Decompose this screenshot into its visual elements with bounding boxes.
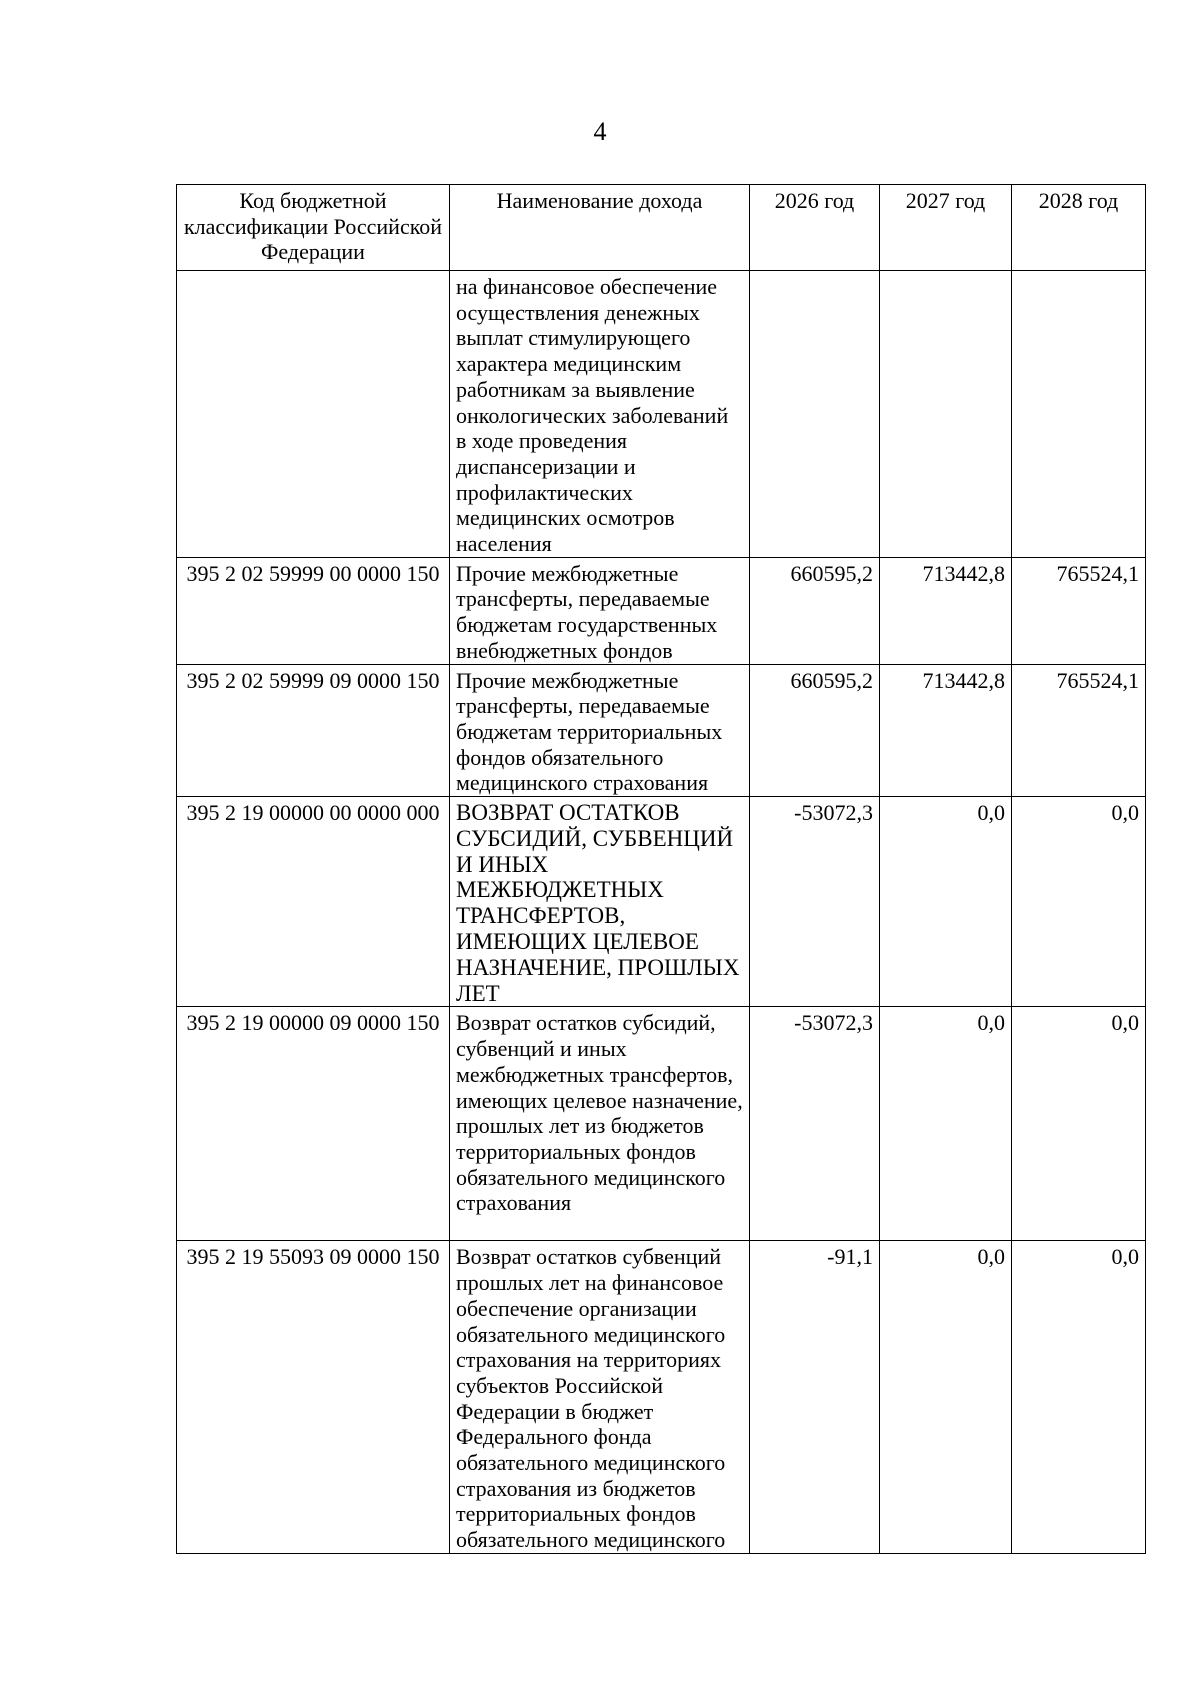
header-2028: 2028 год (1012, 185, 1146, 271)
row-value-2026: 660595,2 (750, 557, 880, 664)
row-value-2027: 0,0 (880, 1007, 1012, 1241)
row-value-2026: -53072,3 (750, 1007, 880, 1241)
row-value-2026: 660595,2 (750, 664, 880, 797)
table-row (177, 797, 1146, 1007)
table-row (177, 557, 1146, 664)
row-value-2026 (750, 271, 880, 558)
page-number: 4 (593, 117, 607, 146)
table-header-row (177, 185, 1146, 271)
header-2026: 2026 год (750, 185, 880, 271)
row-value-2026: -53072,3 (750, 797, 880, 1007)
row-value-2028: 765524,1 (1012, 557, 1146, 664)
row-value-2027: 0,0 (880, 797, 1012, 1007)
revenue-table (176, 184, 1146, 1554)
header-code: Код бюджетной классификации Российской Федерации (177, 185, 450, 271)
row-name: Прочие межбюджетные трансферты, передаваемые бюджетам территориальных фондов обязательного медицинского страхования (450, 664, 750, 797)
row-code: 395 2 02 59999 00 0000 150 (177, 557, 450, 664)
row-name: Возврат остатков субвенций прошлых лет на финансовое обеспечение организации обязательного медицинского страхования на территориях субъектов Российской Федерации в бюджет Федерального фонда обязательного медицинского страхования из бюджетов территориальных фондов обязательного медицинского (450, 1241, 750, 1553)
row-code (177, 271, 450, 558)
row-value-2028: 765524,1 (1012, 664, 1146, 797)
row-value-2028 (1012, 271, 1146, 558)
table-row (177, 664, 1146, 797)
header-name: Наименование дохода (450, 185, 750, 271)
row-code: 395 2 19 00000 09 0000 150 (177, 1007, 450, 1241)
row-name: на финансовое обеспечение осуществления денежных выплат стимулирующего характера медицинским работникам за выявление онкологических заболеваний в ходе проведения диспансеризации и профилактических медицинских осмотров населения (450, 271, 750, 558)
row-value-2027: 713442,8 (880, 664, 1012, 797)
table-row (177, 1007, 1146, 1241)
row-value-2027: 0,0 (880, 1241, 1012, 1553)
table-row (177, 271, 1146, 558)
row-value-2028: 0,0 (1012, 1241, 1146, 1553)
row-value-2027: 713442,8 (880, 557, 1012, 664)
row-value-2028: 0,0 (1012, 797, 1146, 1007)
row-code: 395 2 19 00000 00 0000 000 (177, 797, 450, 1007)
row-value-2028: 0,0 (1012, 1007, 1146, 1241)
row-code: 395 2 02 59999 09 0000 150 (177, 664, 450, 797)
row-name: ВОЗВРАТ ОСТАТКОВ СУБСИДИЙ, СУБВЕНЦИЙ И ИНЫХ МЕЖБЮДЖЕТНЫХ ТРАНСФЕРТОВ, ИМЕЮЩИХ ЦЕЛЕВОЕ НАЗНАЧЕНИЕ, ПРОШЛЫХ ЛЕТ (450, 797, 750, 1007)
row-name: Возврат остатков субсидий, субвенций и иных межбюджетных трансфертов, имеющих целевое назначение, прошлых лет из бюджетов территориальных фондов обязательного медицинского страхования (450, 1007, 750, 1241)
header-2027: 2027 год (880, 185, 1012, 271)
row-code: 395 2 19 55093 09 0000 150 (177, 1241, 450, 1553)
row-value-2027 (880, 271, 1012, 558)
row-value-2026: -91,1 (750, 1241, 880, 1553)
table-row (177, 1241, 1146, 1553)
row-name: Прочие межбюджетные трансферты, передаваемые бюджетам государственных внебюджетных фондов (450, 557, 750, 664)
